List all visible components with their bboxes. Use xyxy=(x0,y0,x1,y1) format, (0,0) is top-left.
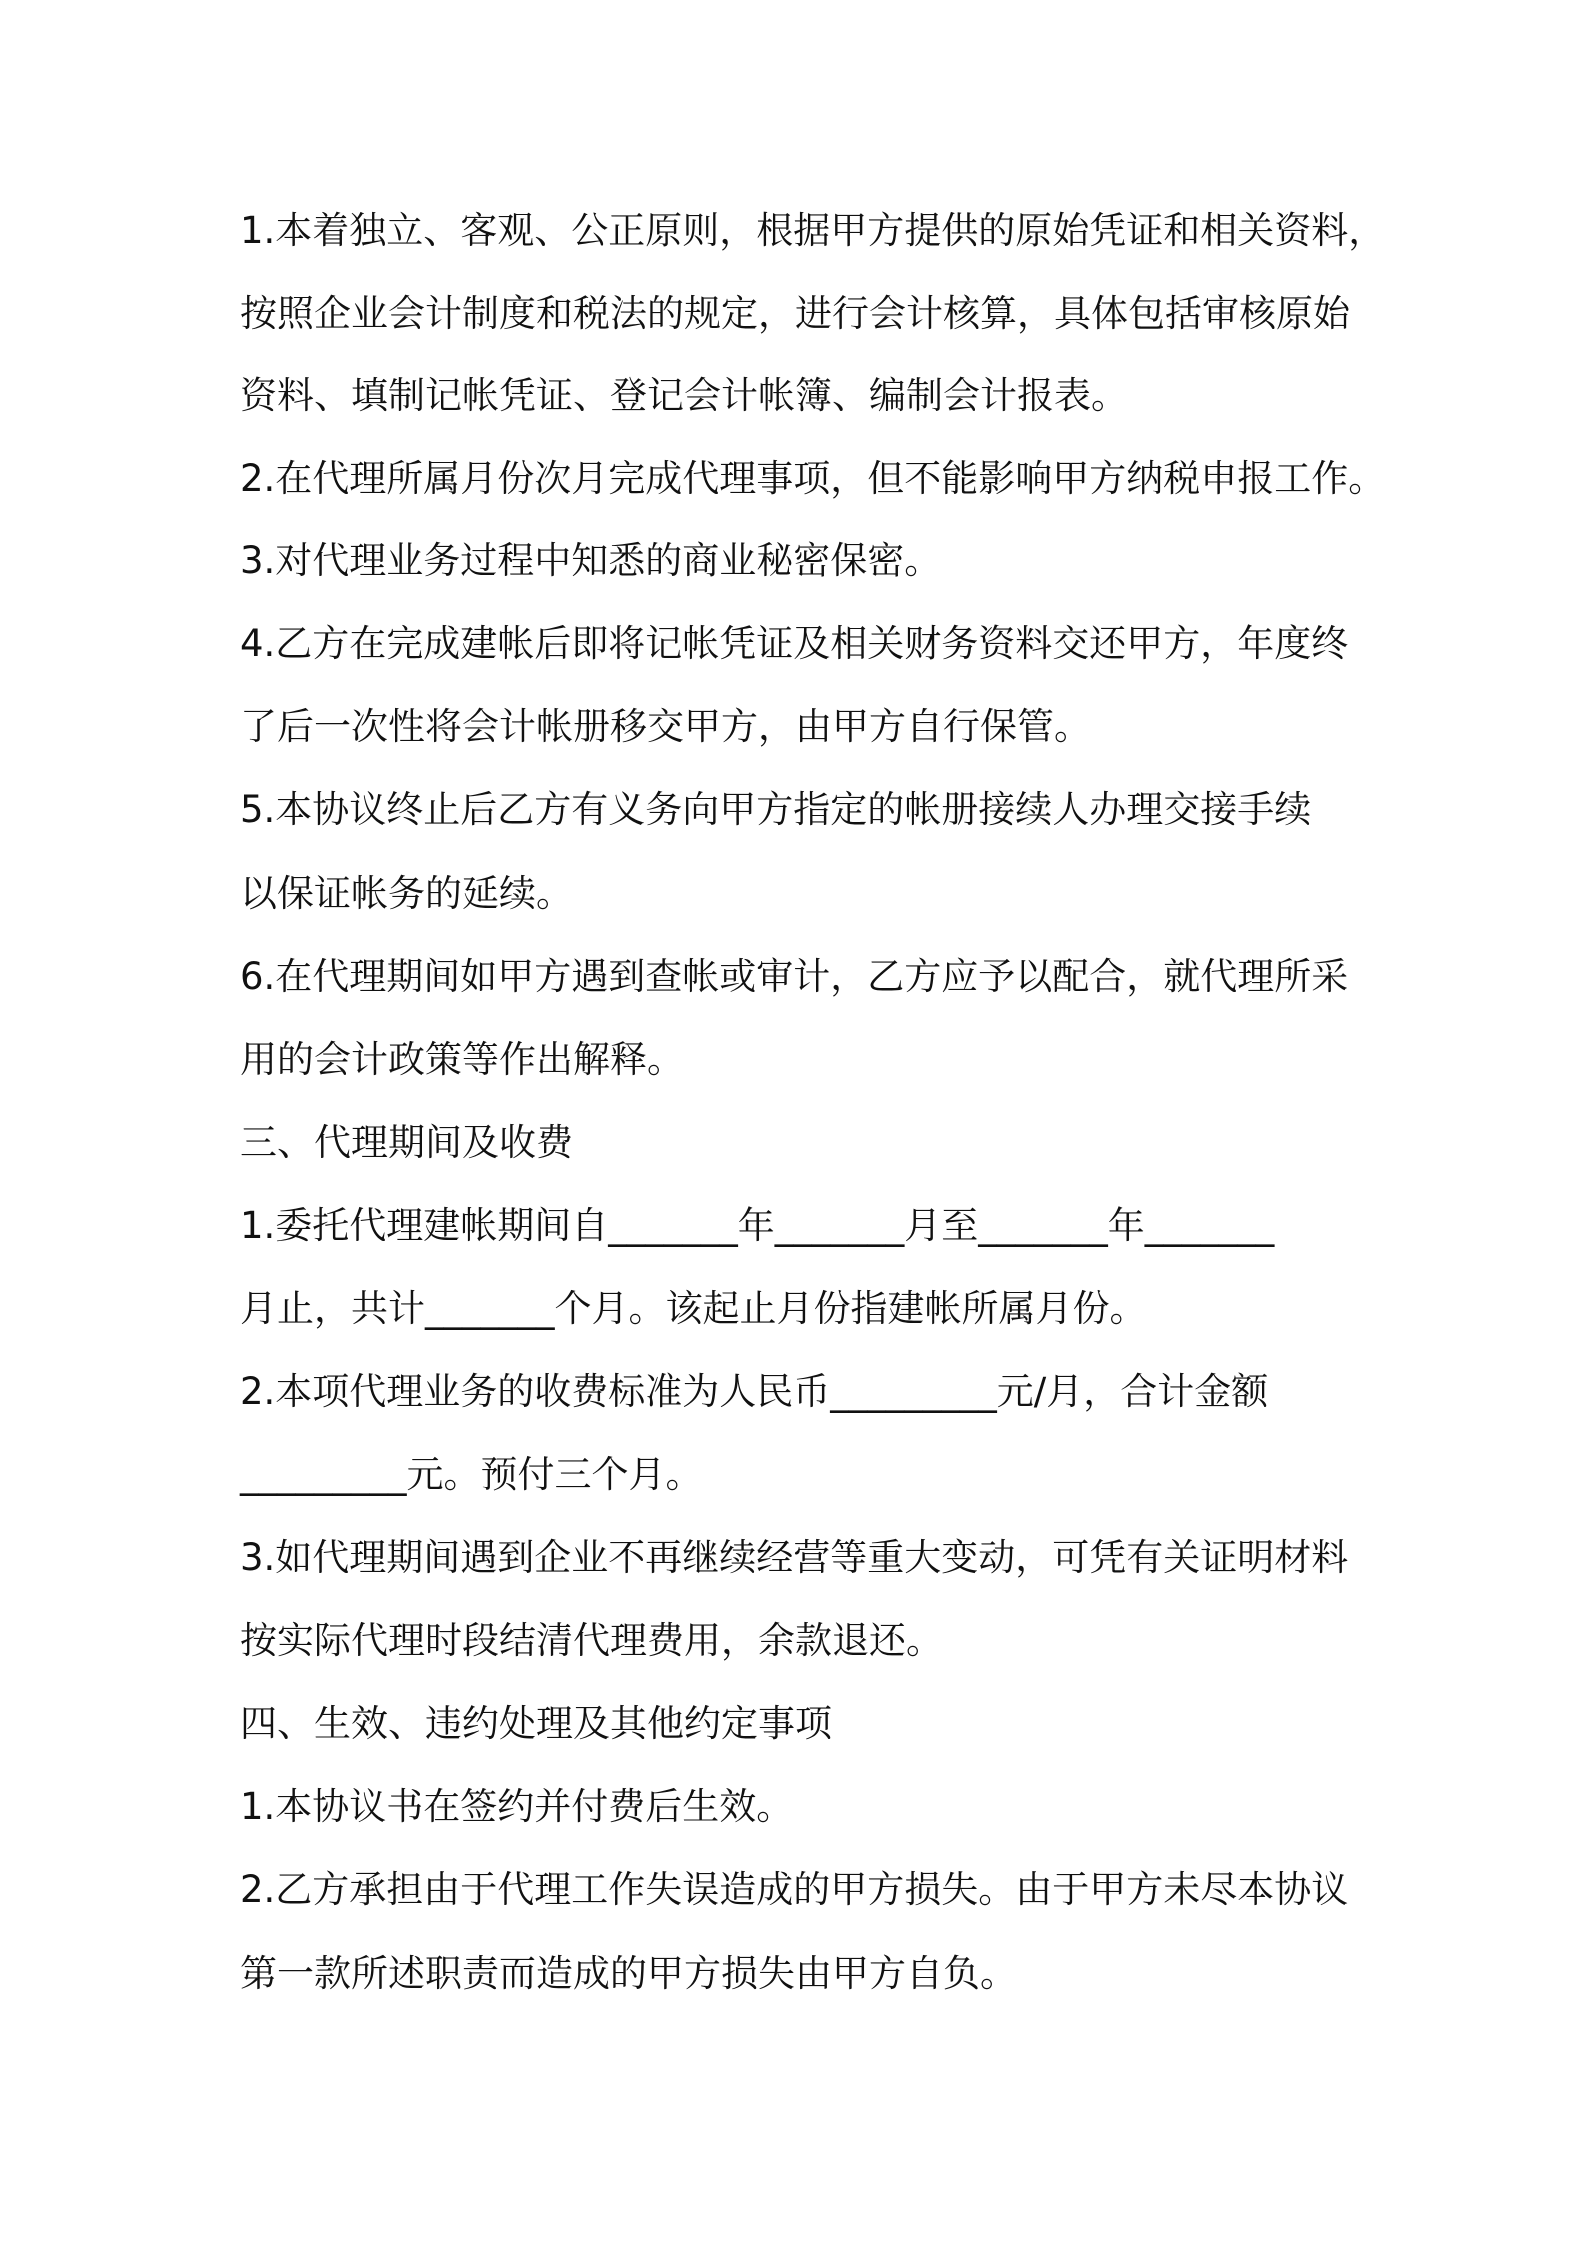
text-line: 按照企业会计制度和税法的规定，进行会计核算，具体包括审核原始 xyxy=(240,292,1350,335)
text-line: 3.对代理业务过程中知悉的商业秘密保密。 xyxy=(240,539,942,582)
text-line: 按实际代理时段结清代理费用，余款退还。 xyxy=(240,1619,943,1662)
text-line: 1.本着独立、客观、公正原则，根据甲方提供的原始凭证和相关资料， xyxy=(240,209,1386,252)
text-line: 3.如代理期间遇到企业不再继续经营等重大变动，可凭有关证明材料 xyxy=(240,1536,1349,1579)
section-heading: 三、代理期间及收费 xyxy=(240,1121,573,1164)
text-line: 用的会计政策等作出解释。 xyxy=(240,1038,684,1081)
section-heading: 四、生效、违约处理及其他约定事项 xyxy=(240,1702,832,1745)
text-line: 2.乙方承担由于代理工作失误造成的甲方损失。由于甲方未尽本协议 xyxy=(240,1868,1349,1911)
text-line: 2.在代理所属月份次月完成代理事项，但不能影响甲方纳税申报工作。 xyxy=(240,457,1386,500)
text-line: 2.本项代理业务的收费标准为人民币_________元/月，合计金额 xyxy=(240,1370,1269,1413)
text-line: _________元。预付三个月。 xyxy=(240,1453,703,1496)
text-line: 第一款所述职责而造成的甲方损失由甲方自负。 xyxy=(240,1952,1017,1995)
text-line: 以保证帐务的延续。 xyxy=(240,872,573,915)
text-line: 4.乙方在完成建帐后即将记帐凭证及相关财务资料交还甲方，年度终 xyxy=(240,622,1349,665)
text-line: 月止，共计_______个月。该起止月份指建帐所属月份。 xyxy=(240,1287,1147,1330)
text-line: 1.本协议书在签约并付费后生效。 xyxy=(240,1785,794,1828)
text-line: 6.在代理期间如甲方遇到查帐或审计，乙方应予以配合，就代理所采 xyxy=(240,955,1349,998)
text-line: 了后一次性将会计帐册移交甲方，由甲方自行保管。 xyxy=(240,705,1091,748)
text-line: 1.委托代理建帐期间自_______年_______月至_______年_______ xyxy=(240,1204,1275,1247)
text-line: 资料、填制记帐凭证、登记会计帐簿、编制会计报表。 xyxy=(240,374,1128,417)
text-line: 5.本协议终止后乙方有义务向甲方指定的帐册接续人办理交接手续 xyxy=(240,788,1312,831)
